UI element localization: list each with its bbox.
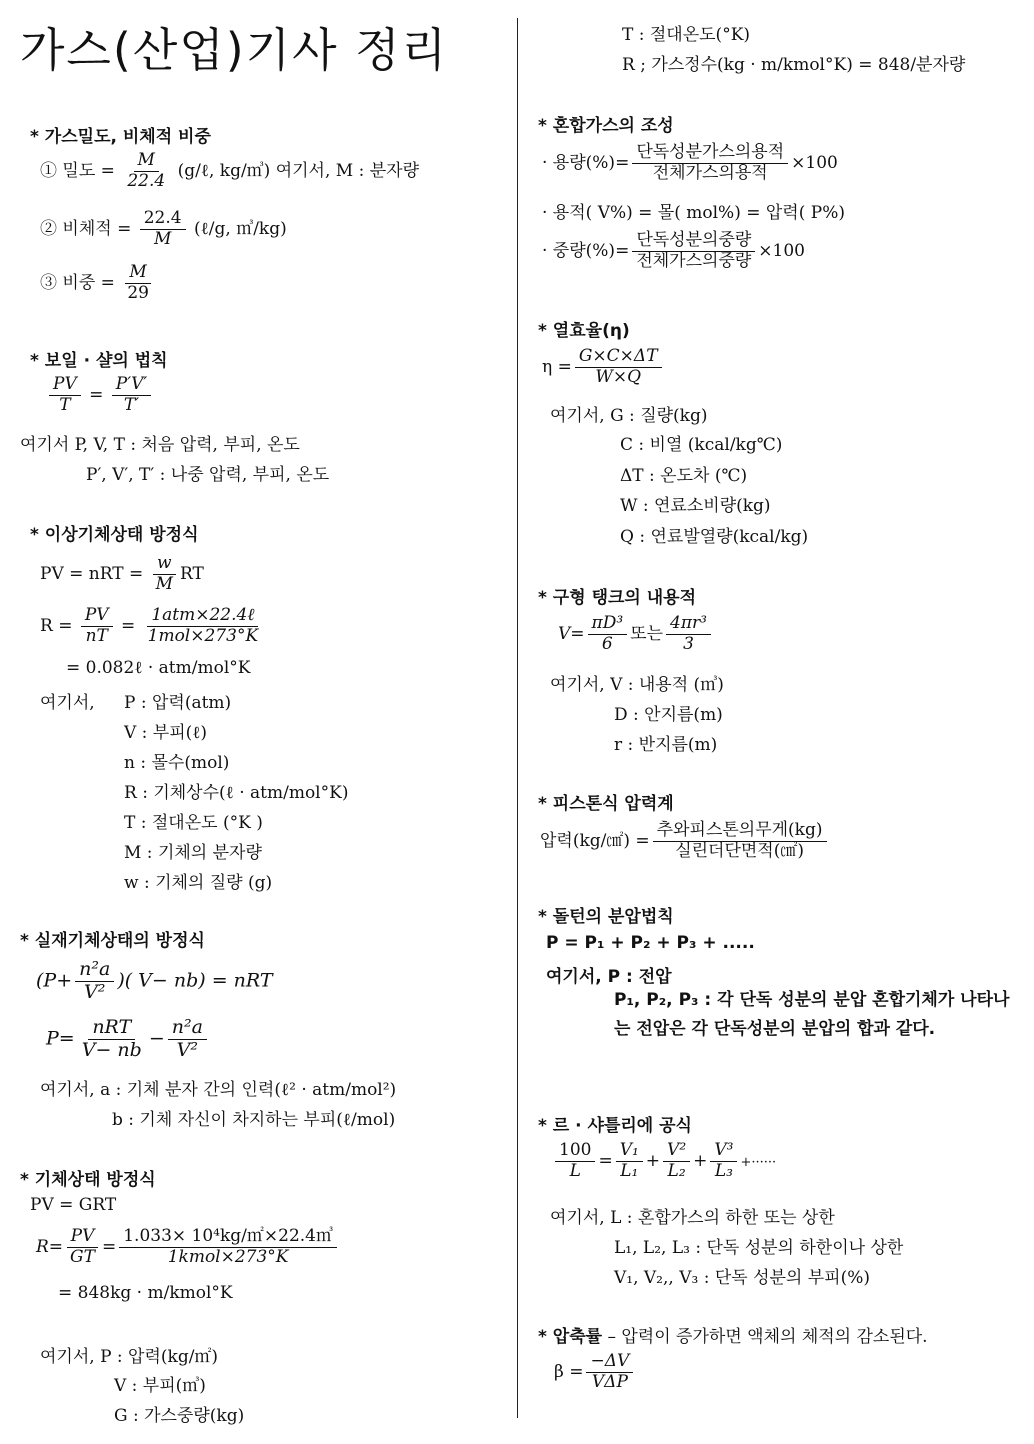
formula-le-chatelier [552,1142,776,1181]
equals-sign: = [101,1236,117,1257]
definition-line: 여기서 P, V, T : 처음 압력, 부피, 온도 [20,435,300,455]
minus-sign: − [148,1027,165,1050]
definition-item: ΔT : 온도차 (℃) [620,465,748,486]
formula-compressibility [554,1353,636,1392]
definition-item: r : 반지름(m) [614,735,718,755]
numerator: −ΔV [586,1353,633,1373]
definition-list [614,1233,903,1293]
section-heading-piston-gauge: * 피스톤식 압력계 [538,794,674,814]
numerator: πD³ [588,615,628,635]
definition-item: Q : 연료발열량(kcal/kg) [620,526,809,547]
formula-boyle-charles [46,376,154,415]
numerator: P′V′ [112,376,151,396]
definition-item: G : 가스중량(kg) [114,1406,245,1426]
denominator: 1mol×273°K [147,625,259,646]
numerator: w [153,555,176,575]
fraction [123,264,153,303]
definition-item: T : 절대온도 (°K ) [124,813,263,833]
numerator: G×C×ΔT [575,348,662,368]
formula-label: β = [554,1361,584,1382]
numerator: 단독성분가스의용적 [632,144,788,164]
numerator: 단독성분의중량 [632,232,755,252]
fraction [75,960,114,1003]
denominator: 6 [601,633,613,654]
denominator: 22.4 [127,170,166,191]
section-heading-le-chatelier: * 르 · 샤틀리에 공식 [538,1116,692,1136]
definition-item: L₁, L₂, L₃ : 단독 성분의 하한이나 상한 [614,1238,904,1258]
fraction [663,1142,690,1181]
numerator: n²a [168,1018,207,1040]
where-label: 여기서, L : 혼합가스의 하한 또는 상한 [550,1208,835,1228]
fraction [49,376,81,415]
formula-label: V= [558,623,585,644]
numerator: 추와피스톤의무게(kg) [653,822,827,842]
gas-constant-value: = 848kg · m/kmol°K [58,1283,233,1303]
formula-tail: ×100 [791,152,838,173]
formula-part: (P+ [36,969,73,992]
section-heading-dalton: * 돌턴의 분압법칙 [538,907,674,927]
formula-weight-percent [542,232,805,271]
fraction [168,1018,207,1061]
section-heading-sphere-tank: * 구형 탱크의 내용적 [538,588,697,608]
formula-tail: ×100 [758,240,805,261]
fraction [575,348,662,387]
formula-label: ① 밀도 = [40,160,115,181]
fraction [616,1142,643,1181]
denominator: L₁ [620,1160,639,1181]
where-label: 여기서, V : 내용적 (㎥) [550,675,724,695]
denominator: L₂ [667,1160,686,1181]
definition-line: T : 절대온도(°K) [622,25,751,45]
formula-label: R= [36,1236,64,1257]
numerator: 22.4 [140,210,186,230]
where-label: 여기서, [40,693,95,713]
numerator: V₁ [616,1142,643,1162]
denominator: M [155,573,174,594]
denominator: 전체가스의중량 [636,250,752,271]
section-heading-thermal-efficiency: * 열효율(η) [538,321,630,341]
definition-item: W : 연료소비량(kg) [620,496,771,516]
formula-note: (g/ℓ, kg/㎥) 여기서, M : 분자량 [177,160,419,181]
fraction [152,555,177,594]
definition-list [614,700,723,760]
fraction [710,1142,737,1181]
formula-density [40,152,419,191]
where-label: 여기서, G : 질량(kg) [550,406,708,426]
numerator: 4πr³ [666,615,711,635]
denominator: V− nb [81,1038,142,1061]
formula-volume-mol-pressure: · 용적( V%) = 몰( mol%) = 압력( P%) [542,203,845,223]
fraction [555,1142,595,1181]
fraction [632,232,755,271]
denominator: M [153,228,172,249]
definition-item: n : 몰수(mol) [124,753,230,773]
formula-label: 압력(kg/㎠) = [540,830,650,851]
formula-tail: +······ [740,1154,777,1170]
numerator: 1.033× 10⁴kg/㎡×22.4㎥ [119,1228,337,1248]
formula-tail: RT [180,563,204,584]
definition-item: V : 부피(㎥) [114,1376,206,1396]
section-heading-ideal-gas: * 이상기체상태 방정식 [30,525,199,545]
formula-efficiency [542,348,665,387]
section-heading-mixed-gas: * 혼합가스의 조성 [538,116,674,136]
numerator: M [125,264,150,284]
denominator: V² [84,980,106,1003]
definition-line: 여기서, a : 기체 분자 간의 인력(ℓ² · atm/mol²) [40,1080,397,1100]
formula-gas-constant-kg [36,1228,340,1267]
definition-list [114,1371,244,1431]
formula-connector: 또는 [630,623,664,644]
numerator: PV [81,607,113,627]
page-title: 가스(산업)기사 정리 [20,23,449,77]
fraction [112,376,151,415]
numerator: nRT [88,1018,135,1040]
section-heading-compressibility: * 압축률 [538,1327,603,1347]
definition-item: P : 압력(atm) [124,693,232,713]
definition-item: w : 기체의 질량 (g) [124,873,273,893]
equals-sign: = [598,1150,613,1171]
definition-line: b : 기체 자신이 차지하는 부피(ℓ/mol) [112,1110,396,1130]
formula-label: · 중량(%)= [542,240,630,261]
numerator: n²a [75,960,114,982]
equals-sign: = [120,615,136,636]
denominator: W×Q [595,366,642,387]
formula-part: P= [46,1027,75,1050]
numerator: 100 [555,1142,595,1162]
formula-pressure [46,1018,210,1061]
formula-gas-constant [40,607,265,646]
formula-part: )( V− nb) = nRT [117,969,273,992]
fraction [632,144,788,183]
formula-label: ③ 비중 = [40,272,115,293]
denominator: T′ [123,394,140,415]
denominator: VΔP [591,1371,628,1392]
definition-item: M : 기체의 분자량 [124,843,262,863]
formula-sphere-volume [558,615,714,654]
numerator: M [134,152,159,172]
definition-item: R : 기체상수(ℓ · atm/mol°K) [124,783,349,803]
gas-constant-value: = 0.082ℓ · atm/mol°K [66,658,251,678]
denominator: 3 [683,633,694,654]
numerator: 1atm×22.4ℓ [147,607,258,627]
definition-line: P′, V′, T′ : 나중 압력, 부피, 온도 [86,465,330,485]
section-heading-density: * 가스밀도, 비체적 비중 [30,127,211,147]
fraction [66,1228,99,1267]
formula-specific-gravity [40,264,156,303]
definition-list [620,430,808,552]
where-label: 여기서, P : 전압 [546,967,672,987]
plus-sign: + [693,1150,708,1171]
formula-label: · 용량(%)= [542,152,630,173]
formula-ideal-gas [40,555,204,594]
formula-pv-grt: PV = GRT [30,1195,117,1215]
fraction [586,1353,633,1392]
denominator: T [59,394,71,415]
denominator: nT [85,625,108,646]
formula-volume-percent [542,144,838,183]
fraction [144,607,263,646]
denominator: V² [176,1038,198,1061]
definition-line: R ; 가스정수(kg · m/kmol°K) = 848/분자량 [622,55,966,75]
numerator: V² [663,1142,690,1162]
fraction [588,615,628,654]
denominator: 1kmol×273°K [167,1246,289,1267]
numerator: PV [67,1228,99,1248]
dalton-description: P₁, P₂, P₃ : 각 단독 성분의 분압 혼합기체가 나타나는 전압은 각 단독성분의 분압의 합과 같다. [614,990,1010,1039]
fraction [81,607,113,646]
fraction [653,822,827,861]
fraction [140,210,186,249]
formula-piston-pressure [540,822,830,861]
formula-label: ② 비체적 = [40,218,132,239]
definition-item: V₁, V₂,, V₃ : 단독 성분의 부피(%) [614,1268,871,1288]
formula-specific-volume [40,210,287,249]
fraction [666,615,711,654]
denominator: GT [70,1246,95,1267]
compressibility-description: – 압력이 증가하면 액체의 체적의 감소된다. [602,1327,928,1347]
numerator: V³ [710,1142,737,1162]
where-label: 여기서, P : 압력(kg/㎡) [40,1347,219,1367]
definition-item: V : 부피(ℓ) [124,723,208,743]
compressibility-line [538,1322,928,1347]
section-heading-real-gas: * 실재기체상태의 방정식 [20,931,205,951]
column-divider [517,18,518,1418]
formula-label: R = [40,615,73,636]
definition-item: C : 비열 (kcal/kg℃) [620,435,783,455]
denominator: 29 [127,282,149,303]
denominator: 전체가스의용적 [652,162,768,183]
formula-note: (ℓ/g, ㎥/kg) [194,218,287,239]
definition-item: D : 안지름(m) [614,705,723,725]
fraction [123,152,169,191]
denominator: 실린더단면적(㎠) [675,840,804,861]
fraction [78,1018,146,1061]
fraction [119,1228,337,1267]
formula-van-der-waals [36,960,273,1003]
plus-sign: + [645,1150,661,1171]
formula-label: PV = nRT = [40,563,144,584]
numerator: PV [49,376,81,396]
formula-label: η = [542,356,572,377]
denominator: L₃ [714,1160,733,1181]
section-heading-boyle-charles: * 보일 · 샬의 법칙 [30,351,168,371]
equals-sign: = [89,384,104,405]
definition-list [124,688,348,898]
denominator: L [569,1160,581,1181]
section-heading-gas-state: * 기체상태 방정식 [20,1170,156,1190]
formula-dalton: P = P₁ + P₂ + P₃ + ..... [546,933,755,953]
